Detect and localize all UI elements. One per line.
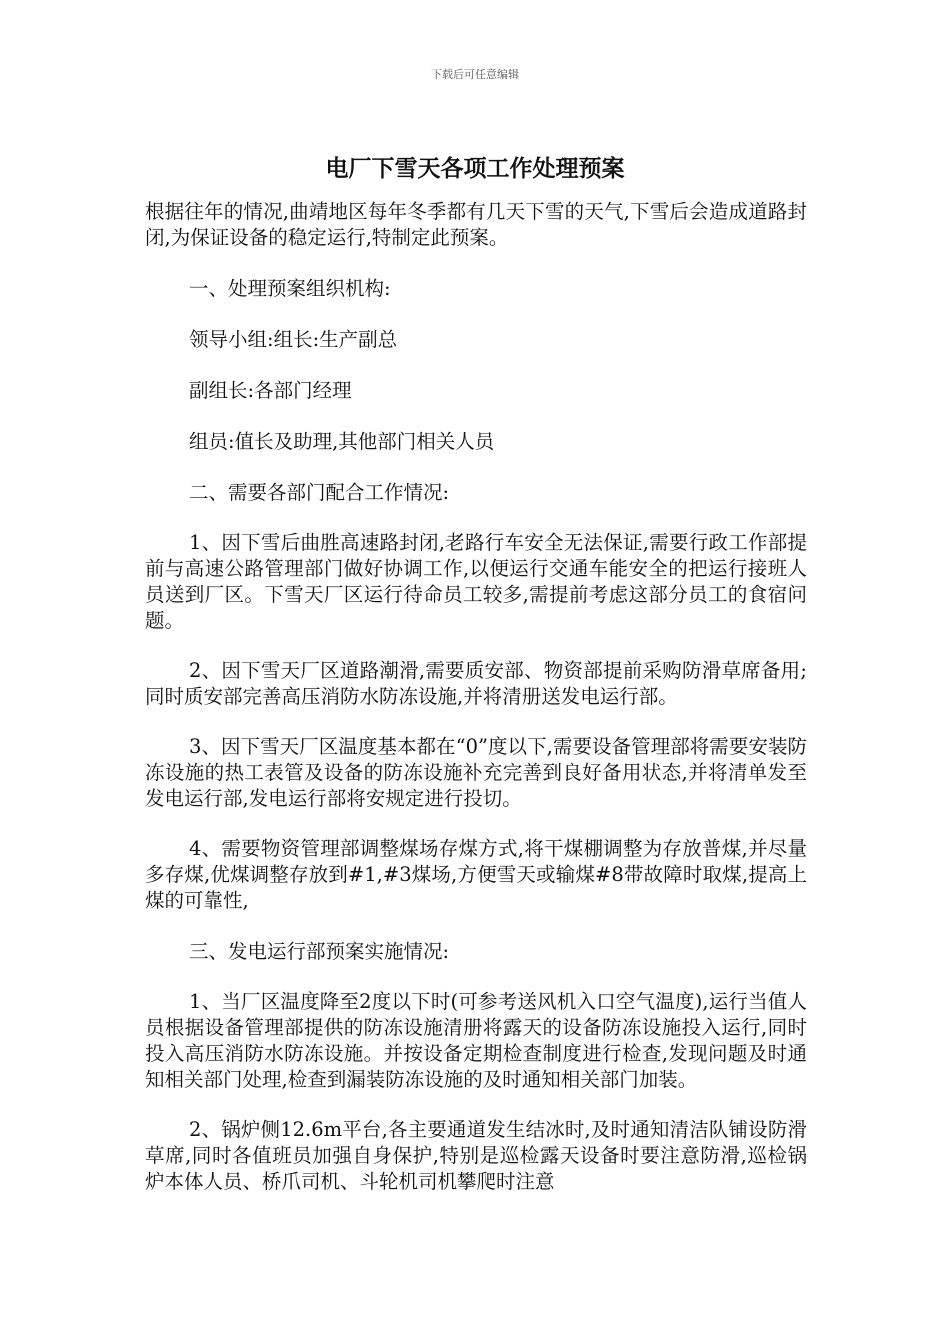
section1-deputy: 副组长:各部门经理	[189, 379, 352, 402]
section3-item: 2、锅炉侧12.6m平台,各主要通道发生结冰时,及时通知清洁队铺设防滑草席,同时各值班员加强自身保护,特别是巡检露天设备时要注意防滑,巡检锅炉本体人员、桥爪司机、斗轮机司机攀爬时注意	[145, 1118, 807, 1193]
intro-paragraph: 根据往年的情况,曲靖地区每年冬季都有几天下雪的天气,下雪后会造成道路封闭,为保证设备的稳定运行,特制定此预案。	[145, 200, 807, 249]
header-note: 下载后可任意编辑	[431, 68, 519, 81]
section3-item: 1、当厂区温度降至2度以下时(可参考送风机入口空气温度),运行当值人员根据设备管理部提供的防冻设施清册将露天的设备防冻设施投入运行,同时投入高压消防水防冻设施。并按设备定期检查制度进行检查,发现问题及时通知相关部门处理,检查到漏装防冻设施的及时通知相关部门加装。	[145, 990, 807, 1091]
section2-item: 2、因下雪天厂区道路潮滑,需要质安部、物资部提前采购防滑草席备用;同时质安部完善高压消防水防冻设施,并将清册送发电运行部。	[145, 659, 807, 708]
section1-leader: 领导小组:组长:生产副总	[189, 328, 398, 351]
section2-item: 3、因下雪天厂区温度基本都在“0”度以下,需要设备管理部将需要安装防冻设施的热工表管及设备的防冻设施补充完善到良好备用状态,并将清单发至发电运行部,发电运行部将安规定进行投切。	[145, 735, 807, 810]
section3-heading: 三、发电运行部预案实施情况:	[189, 940, 450, 963]
document-title: 电厂下雪天各项工作处理预案	[325, 156, 625, 182]
section1-heading: 一、处理预案组织机构:	[189, 277, 391, 300]
section2-heading: 二、需要各部门配合工作情况:	[189, 481, 450, 504]
section2-item: 4、需要物资管理部调整煤场存煤方式,将干煤棚调整为存放普煤,并尽量多存煤,优煤调整存放到#1,#3煤场,方便雪天或输煤#8带故障时取煤,提高上煤的可靠性,	[145, 837, 807, 912]
section1-members: 组员:值长及助理,其他部门相关人员	[189, 430, 495, 453]
section2-item: 1、因下雪后曲胜高速路封闭,老路行车安全无法保证,需要行政工作部提前与高速公路管理部门做好协调工作,以便运行交通车能安全的把运行接班人员送到厂区。下雪天厂区运行待命员工较多,需提前考虑这部分员工的食宿问题。	[145, 531, 807, 632]
document-body	[145, 199, 807, 1195]
